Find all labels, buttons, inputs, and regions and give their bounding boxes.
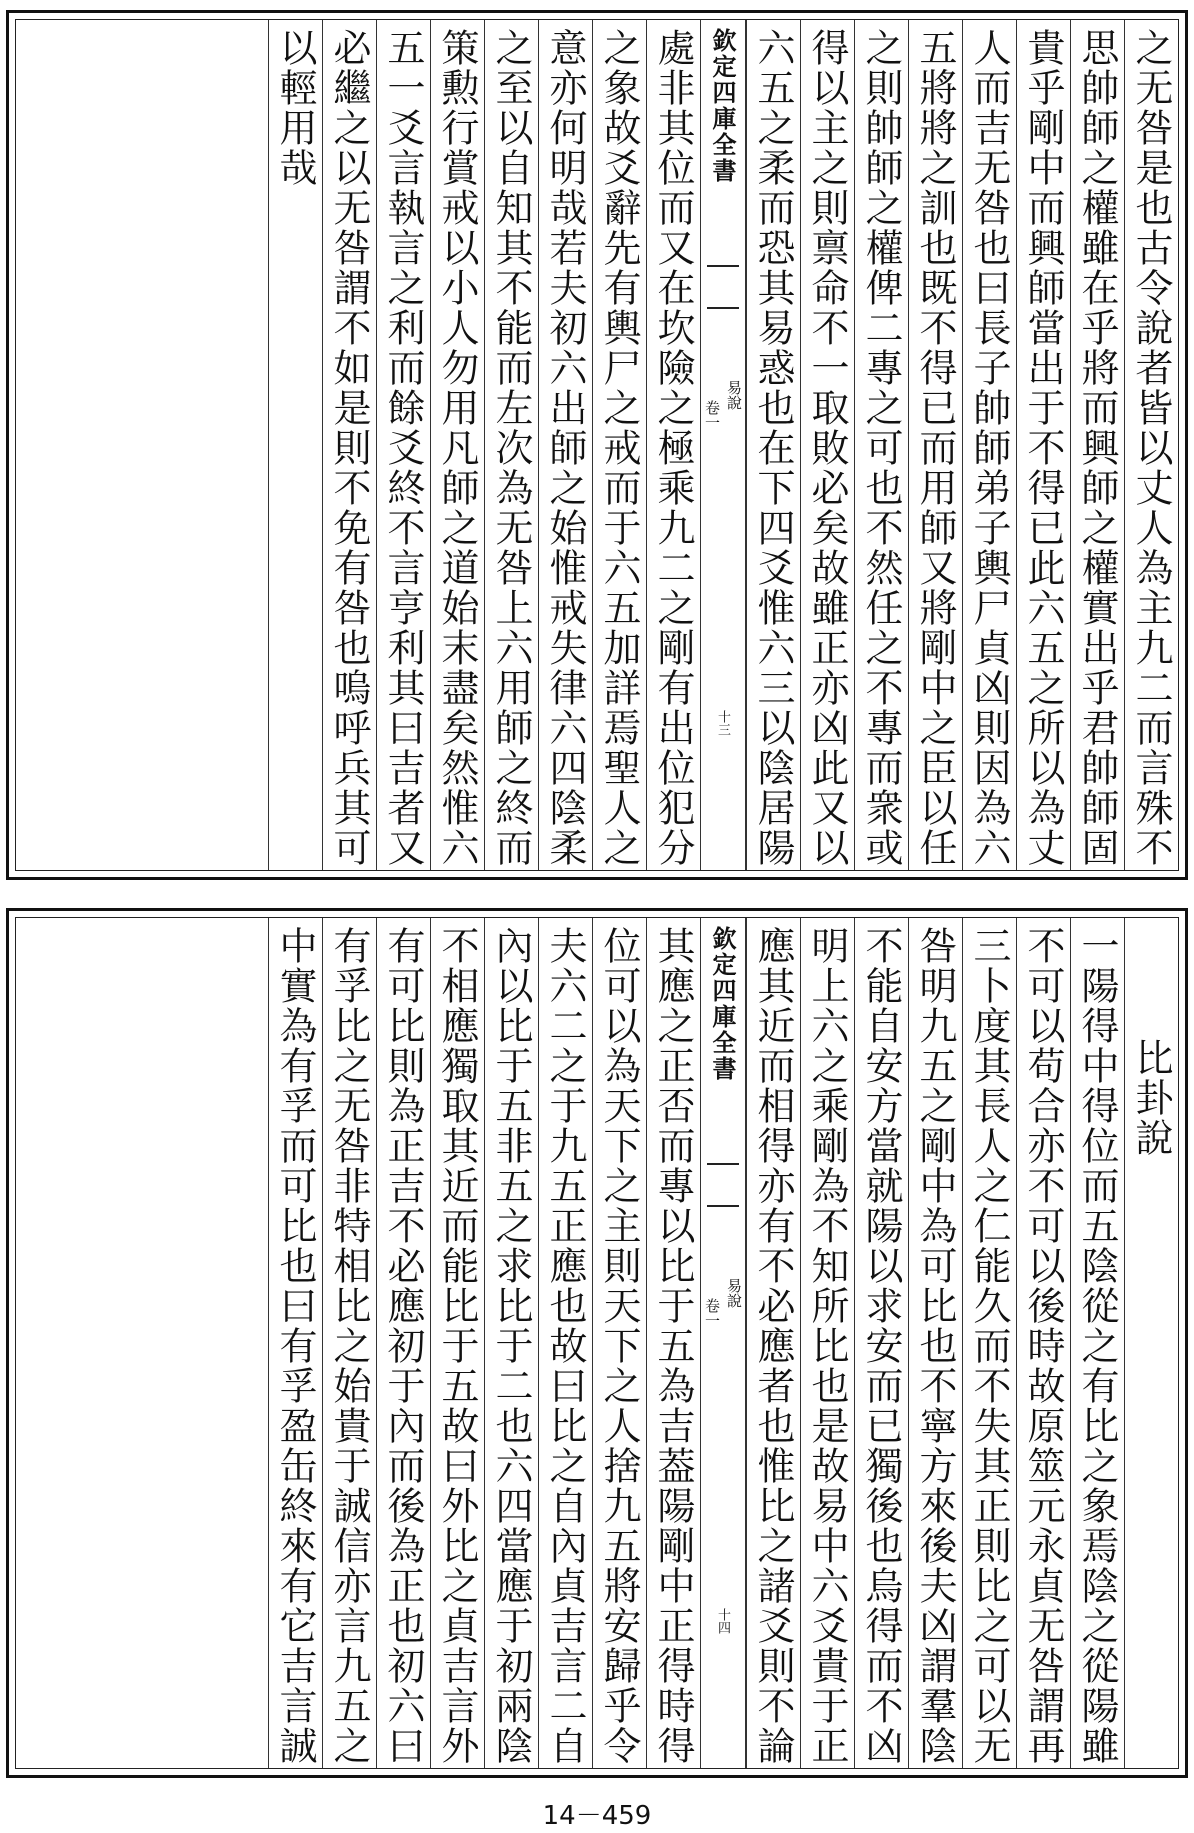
library-title: 欽定四庫全書 xyxy=(708,926,737,1082)
top-page-frame xyxy=(15,19,1179,871)
text-column: 意亦何明哉若夫初六出師之始惟戒失律六四陰柔 xyxy=(538,20,592,870)
text-column: 有可比則為正吉不必應初于內而後為正也初六曰 xyxy=(376,918,430,1768)
bottom-page-frame xyxy=(15,917,1179,1769)
text-column: 不相應獨取其近而能比于五故曰外比之貞吉言外 xyxy=(430,918,484,1768)
volume-label: 卷一 xyxy=(703,400,721,430)
text-column: 內以比于五非五之求比于二也六四當應于初兩陰 xyxy=(484,918,538,1768)
text-column: 三卜度其長人之仁能久而不失其正則比之可以无 xyxy=(962,918,1016,1768)
bottom-page-columns xyxy=(16,918,1178,1768)
center-margin xyxy=(700,918,746,1768)
text-column: 策勲行賞戒以小人勿用凡師之道始末盡矣然惟六 xyxy=(430,20,484,870)
text-column: 明上六之乘剛為不知所比也是故易中六爻貴于正 xyxy=(800,918,854,1768)
text-column: 得以主之則禀命不一取敗必矣故雖正亦凶此又以 xyxy=(800,20,854,870)
text-column: 不可以苟合亦不可以後時故原筮元永貞无咎謂再 xyxy=(1016,918,1070,1768)
top-page xyxy=(6,10,1188,880)
section-title: 比卦說 xyxy=(1124,918,1178,1768)
page-footer-number: 14－459 xyxy=(542,1801,652,1831)
text-column: 思帥師之權雖在乎將而興師之權實出乎君帥師固 xyxy=(1070,20,1124,870)
text-column: 位可以為天下之主則天下之人捨九五將安歸乎令 xyxy=(592,918,646,1768)
text-column: 必繼之以无咎謂不如是則不免有咎也嗚呼兵其可 xyxy=(322,20,376,870)
text-column: 之无咎是也古令說者皆以丈人為主九二而言殊不 xyxy=(1124,20,1178,870)
text-column: 之至以自知其不能而左次為无咎上六用師之終而 xyxy=(484,20,538,870)
text-column: 五一爻言執言之利而餘爻終不言亨利其曰吉者又 xyxy=(376,20,430,870)
fish-tail-mark xyxy=(707,265,739,309)
text-column: 之則帥師之權俾二專之可也不然任之不專而衆或 xyxy=(854,20,908,870)
text-column: 五將將之訓也既不得已而用師又將剛中之臣以任 xyxy=(908,20,962,870)
text-column: 應其近而相得亦有不必應者也惟比之諸爻則不論 xyxy=(746,918,800,1768)
volume-label: 卷一 xyxy=(703,1298,721,1328)
leaf-number: 十四 xyxy=(715,1608,730,1634)
text-column: 夫六二之于九五正應也故曰比之自內貞吉言二自 xyxy=(538,918,592,1768)
center-margin xyxy=(700,20,746,870)
text-column: 不能自安方當就陽以求安而已獨後也烏得而不凶 xyxy=(854,918,908,1768)
text-column: 之象故爻辭先有輿尸之戒而于六五加詳焉聖人之 xyxy=(592,20,646,870)
text-column: 六五之柔而恐其易惑也在下四爻惟六三以陰居陽 xyxy=(746,20,800,870)
text-column: 人而吉无咎也曰長子帥師弟子輿尸貞凶則因為六 xyxy=(962,20,1016,870)
bottom-page xyxy=(6,908,1188,1778)
text-column: 貴乎剛中而興師當出于不得已此六五之所以為丈 xyxy=(1016,20,1070,870)
top-page-columns xyxy=(16,20,1178,870)
fish-tail-mark xyxy=(707,1163,739,1207)
library-title: 欽定四庫全書 xyxy=(708,28,737,184)
text-column: 有孚比之无咎非特相比之始貴于誠信亦言九五之 xyxy=(322,918,376,1768)
book-name: 易說 xyxy=(725,380,743,410)
text-column: 一陽得中得位而五陰從之有比之象焉陰之從陽雖 xyxy=(1070,918,1124,1768)
text-column: 以輕用哉 xyxy=(268,20,322,870)
text-column: 中實為有孚而可比也曰有孚盈缶終來有它吉言誠 xyxy=(268,918,322,1768)
leaf-number: 十三 xyxy=(715,710,730,736)
text-column: 咎明九五之剛中為可比也不寧方來後夫凶謂羣陰 xyxy=(908,918,962,1768)
text-column: 處非其位而又在坎險之極乘九二之剛有出位犯分 xyxy=(646,20,700,870)
book-name: 易說 xyxy=(725,1278,743,1308)
text-column: 其應之正否而專以比于五為吉葢陽剛中正得時得 xyxy=(646,918,700,1768)
